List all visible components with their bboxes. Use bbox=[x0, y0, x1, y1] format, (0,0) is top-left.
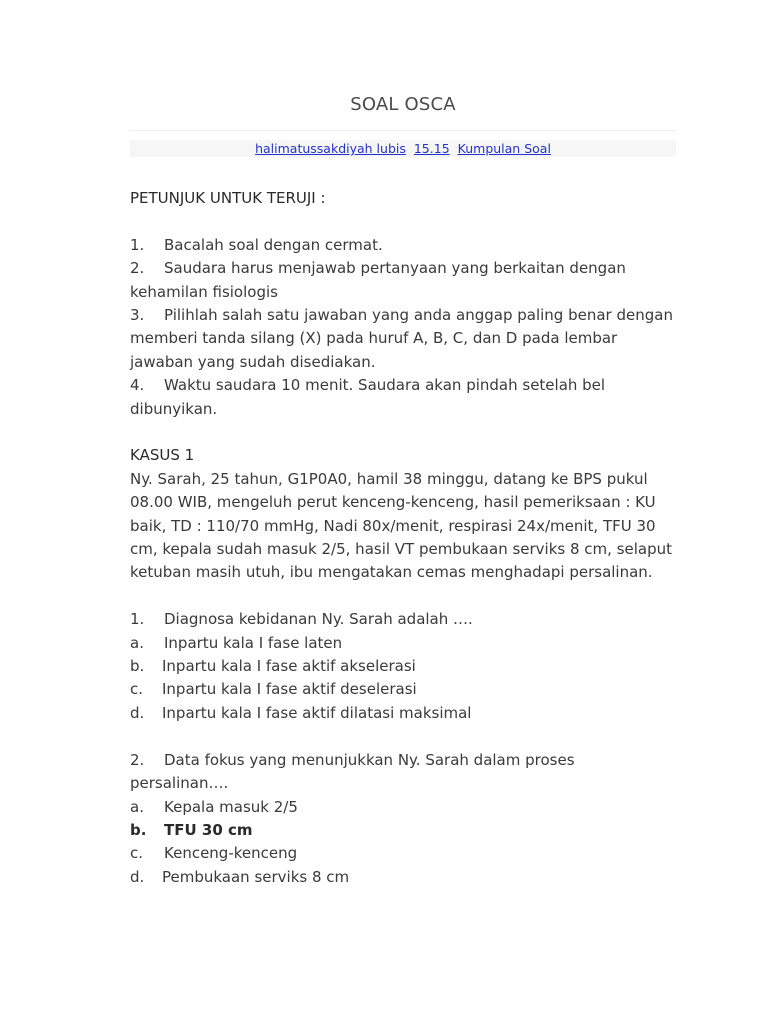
question-2-option-a: a. Kepala masuk 2/5 bbox=[130, 797, 298, 816]
case-text: Ny. Sarah, 25 tahun, G1P0A0, hamil 38 minggu, datang ke BPS pukul 08.00 WIB, mengeluh perut kenceng-kenceng, hasil pemeriksaan : KU baik, TD : 110/70 mmHg, Nadi 80x/menit, respirasi 24x/menit, TFU 30 cm, kepala sudah masuk 2/5, hasil VT pembukaan serviks 8 cm, selaput ketuban masih utuh, ibu mengatakan cemas menghadapi persalinan. bbox=[130, 469, 673, 582]
question-2-option-b-answer: b. TFU 30 cm bbox=[130, 820, 253, 839]
question-2: 2. Data fokus yang menunjukkan Ny. Sarah dalam proses persalinan…. bbox=[130, 750, 575, 793]
question-1-option-d: d. Inpartu kala I fase aktif dilatasi maksimal bbox=[130, 703, 472, 722]
author-link[interactable]: halimatussakdiyah lubis bbox=[255, 141, 406, 156]
category-link[interactable]: Kumpulan Soal bbox=[457, 141, 551, 156]
document-body bbox=[130, 187, 676, 889]
question-2-option-c: c. Kenceng-kenceng bbox=[130, 844, 298, 863]
question-1: 1. Diagnosa kebidanan Ny. Sarah adalah …. bbox=[130, 610, 473, 629]
instruction-item-4: 4. Waktu saudara 10 menit. Saudara akan pindah setelah bel dibunyikan. bbox=[130, 376, 606, 418]
instructions-heading: PETUNJUK UNTUK TERUJI : bbox=[130, 189, 326, 207]
post-meta-bar bbox=[130, 140, 676, 157]
instruction-item-1: 1. Bacalah soal dengan cermat. bbox=[130, 235, 383, 254]
page-title: SOAL OSCA bbox=[350, 94, 456, 115]
question-2-option-d: d. Pembukaan serviks 8 cm bbox=[130, 867, 350, 886]
question-1-option-a: a. Inpartu kala I fase laten bbox=[130, 633, 343, 652]
instruction-item-3: 3. Pilihlah salah satu jawaban yang anda anggap paling benar dengan memberi tanda silang (X) pada huruf A, B, C, dan D pada lembar jawaban yang sudah disediakan. bbox=[130, 306, 673, 371]
title-divider bbox=[130, 130, 676, 131]
case-heading: KASUS 1 bbox=[130, 446, 195, 465]
instruction-item-2: 2. Saudara harus menjawab pertanyaan yang berkaitan dengan kehamilan fisiologis bbox=[130, 259, 626, 301]
time-link[interactable]: 15.15 bbox=[413, 141, 450, 156]
question-1-option-b: b. Inpartu kala I fase aktif akselerasi bbox=[130, 657, 416, 676]
question-1-option-c: c. Inpartu kala I fase aktif deselerasi bbox=[130, 680, 417, 699]
